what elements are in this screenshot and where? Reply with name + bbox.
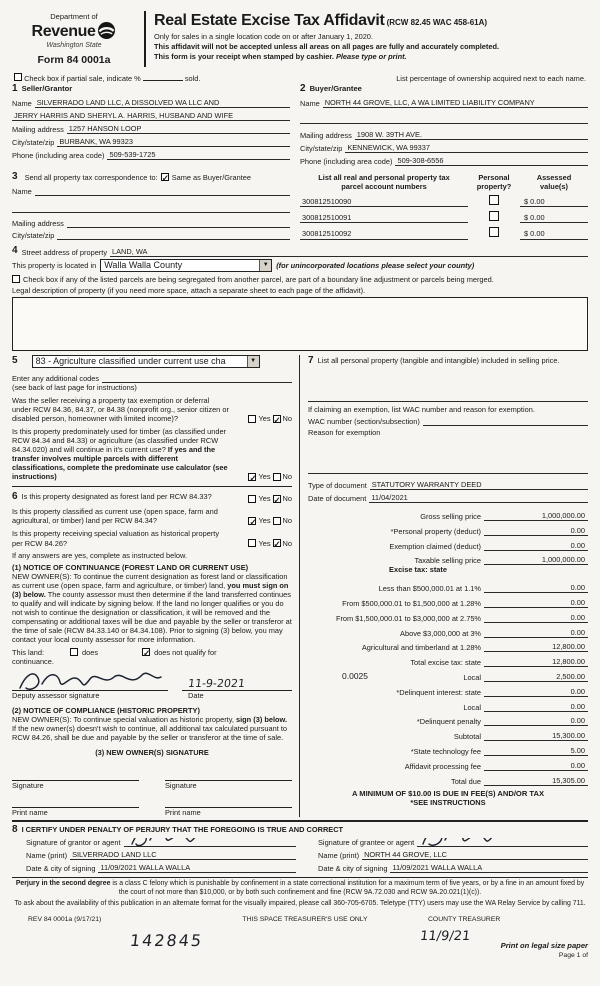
yes-label: Yes (258, 414, 271, 423)
buyer-city-field[interactable]: KENNEWICK, WA 99337 (345, 143, 588, 153)
wac-number-field[interactable] (423, 417, 588, 426)
legal-description-box[interactable] (12, 297, 588, 351)
tax-line-value[interactable]: 15,300.00 (484, 731, 588, 741)
section-6-number: 6 (12, 491, 18, 503)
personal-property-text: List all personal property (tangible and intangible) included in selling price. (317, 355, 560, 365)
grantee-signature (419, 838, 551, 847)
signature-label: Signature (12, 781, 44, 791)
form-title-rcw: (RCW 82.45 WAC 458-61A) (386, 18, 488, 27)
print-name-label: Print name (12, 808, 48, 818)
parcel-personal-checkbox[interactable] (489, 211, 499, 221)
wac-number-label: WAC number (section/subsection) (308, 417, 420, 427)
county-note: (for unincorporated locations please select your county) (276, 260, 475, 270)
buyer-section-label: Buyer/Grantee (309, 84, 362, 94)
forest-land-question: Is this property designated as forest land per RCW 84.33? (21, 492, 212, 502)
current-use-no-checkbox[interactable] (273, 517, 281, 525)
does-not-checkbox[interactable]: ✓ (143, 648, 151, 659)
parcel-assessed-value[interactable]: $ 0.00 (520, 197, 588, 207)
owner-signature-field[interactable] (165, 769, 292, 781)
assessed-value-header: Assessed value(s) (536, 173, 572, 192)
tax-line: *Delinquent penalty 0.00 (308, 712, 588, 727)
owner-printname-field[interactable] (12, 796, 139, 808)
correspondence-mailing-label: Mailing address (12, 218, 64, 228)
parcel-assessed-value[interactable]: $ 0.00 (520, 213, 588, 223)
segregated-checkbox[interactable] (12, 275, 20, 283)
perjury-notice (12, 877, 588, 909)
parcel-personal-checkbox[interactable] (489, 227, 499, 237)
section-5-number: 5 (12, 355, 18, 367)
document-type-label: Type of document (308, 481, 367, 491)
same-as-buyer-checkbox[interactable]: ✓ (161, 173, 169, 184)
located-in-label: This property is located in (12, 260, 97, 270)
ownership-percentage-note: List percentage of ownership acquired next to each name. (396, 74, 586, 83)
same-as-buyer-label: Same as Buyer/Grantee (171, 172, 251, 182)
print-name-label: Print name (165, 808, 201, 818)
tax-line: Taxable selling price 1,000,000.00 (308, 551, 588, 566)
tax-line-value[interactable]: 0.00 (484, 761, 588, 771)
yes-label: Yes (258, 538, 271, 548)
yes-label: Yes (258, 472, 271, 482)
tax-line-value[interactable]: 1,000,000.00 (484, 511, 588, 521)
tax-line-value[interactable]: 0.00 (484, 526, 588, 536)
form-title: Real Estate Excise Tax Affidavit (154, 12, 385, 29)
forest-no-checkbox[interactable]: ✓ (273, 494, 281, 505)
no-label: No (282, 472, 292, 482)
tax-line: Gross selling price 1,000,000.00 (308, 506, 588, 521)
grantee-signature-label: Signature of grantee or agent (318, 838, 415, 848)
reason-exemption-blank[interactable] (308, 437, 588, 473)
document-date-field[interactable]: 11/04/2021 (369, 493, 588, 503)
buyer-city-label: City/state/zip (300, 144, 343, 154)
tax-line-value[interactable]: 2,500.00 (484, 672, 588, 682)
correspondence-blank-field[interactable] (12, 204, 290, 213)
deputy-assessor-sig-row (12, 667, 292, 691)
deputy-date-label: Date (188, 690, 204, 700)
seller-phone-field[interactable]: 509-539-1725 (107, 150, 290, 160)
correspondence-name-field[interactable] (35, 187, 290, 196)
partial-sale-label: Check box if partial sale, indicate % (24, 74, 141, 83)
complete-instruction: If any answers are yes, complete as instructed below. (12, 550, 187, 560)
tax-line: Total excise tax: state 12,800.00 (308, 652, 588, 667)
owner-signature-row (12, 769, 292, 790)
use-code-dropdown-arrow-icon[interactable]: ▼ (247, 356, 259, 367)
no-label: No (282, 494, 292, 504)
partial-sale-checkbox[interactable] (14, 73, 22, 81)
correspondence-label: Send all property tax correspondence to: (24, 172, 158, 182)
tax-line-value[interactable]: 15,305.00 (484, 776, 588, 786)
buyer-phone-label: Phone (including area code) (300, 157, 393, 167)
owner-printname-row (12, 796, 292, 817)
section-8-number: 8 (12, 824, 18, 836)
seller-city-label: City/state/zip (12, 138, 55, 148)
reason-exemption-label: Reason for exemption (308, 428, 381, 438)
tax-line: From $1,500,000.01 to $3,000,000 at 2.75% 0.00 (308, 608, 588, 623)
agency-state-line: Washington State (46, 42, 102, 50)
street-address-label: Street address of property (21, 247, 108, 257)
tax-line-value[interactable]: 12,800.00 (484, 657, 588, 667)
tax-line-value[interactable]: 0.00 (484, 583, 588, 593)
section-4-number: 4 (12, 244, 18, 256)
certification-title: I CERTIFY UNDER PENALTY OF PERJURY THAT THE FOREGOING IS TRUE AND CORRECT (21, 825, 344, 835)
grantee-name-field[interactable]: NORTH 44 GROVE, LLC (362, 850, 588, 860)
deputy-date-field[interactable] (182, 667, 292, 691)
historic-no-checkbox[interactable]: ✓ (273, 539, 281, 550)
land-designation-section (12, 487, 292, 817)
tax-line-value[interactable]: 12,800.00 (484, 642, 588, 652)
certification-section (12, 820, 588, 873)
tax-line: Less than $500,000.01 at 1.1% 0.00 (308, 578, 588, 593)
does-checkbox[interactable] (70, 648, 78, 656)
buyer-name-field[interactable]: NORTH 44 GROVE, LLC, A WA LIMITED LIABILITY COMPANY (323, 98, 588, 108)
county-dropdown-value: Walla Walla County (104, 259, 183, 270)
print-size-note: Print on legal size paper (500, 940, 588, 950)
deputy-assessor-signature (14, 666, 164, 694)
tax-line: *Delinquent interest: state 0.00 (308, 682, 588, 697)
form-footer (12, 916, 588, 924)
no-label: No (282, 538, 292, 548)
grantor-name-label: Name (print) (26, 851, 68, 861)
deputy-date-value: 11-9-2021 (187, 676, 246, 690)
treasurer-stamp-number: 142845 (128, 930, 205, 950)
treasurer-use-label: THIS SPACE TREASURER'S USE ONLY (242, 916, 368, 924)
partial-sale-percent-field[interactable] (143, 73, 183, 81)
document-date-label: Date of document (308, 494, 367, 504)
use-code-dropdown[interactable] (32, 355, 260, 368)
personal-property-section (308, 355, 588, 474)
continuance-label: continuance. (12, 656, 54, 666)
buyer-phone-field[interactable]: 509-308-6556 (395, 156, 588, 166)
grantee-date-field[interactable]: 11/09/2021 WALLA WALLA (390, 863, 588, 873)
exemption-yes-checkbox[interactable] (248, 415, 256, 423)
personal-property-header: Personal property? (476, 173, 512, 192)
parcel-number-field[interactable]: 300812510090 (300, 197, 468, 207)
see-instructions-note: *SEE INSTRUCTIONS (410, 797, 486, 807)
deputy-assessor-signature-field[interactable] (12, 667, 168, 691)
owner-printname-field[interactable] (165, 796, 292, 808)
predominate-no-checkbox[interactable] (273, 473, 281, 481)
grantor-signature-field[interactable] (124, 838, 297, 847)
parcel-numbers-header: List all real and personal property tax parcel account numbers (318, 173, 450, 192)
buyer-name-field-2[interactable] (300, 115, 588, 124)
does-not-label: does not qualify for (154, 647, 217, 657)
tax-line-value[interactable]: 5.00 (484, 746, 588, 756)
seller-mailing-field[interactable]: 1257 HANSON LOOP (67, 124, 290, 134)
does-label: does (82, 647, 99, 657)
seller-name-label: Name (12, 99, 32, 109)
document-type-field[interactable]: STATUTORY WARRANTY DEED (370, 480, 588, 490)
tax-line-value[interactable]: 0.00 (484, 716, 588, 726)
land-qualify-row (12, 648, 292, 657)
predominate-use-question: Is this property predominately used for timber (as classified under RCW 84.34 and 84.33) or agriculture (as classified under RCW 84.34.020) and will continue in it's current use? If yes and the transfer involves multiple parcels with different classifications, complete the predominate use calculator (see instructions) (12, 427, 228, 482)
parcel-row (300, 227, 588, 239)
no-label: No (282, 516, 292, 526)
classification-tax-columns (12, 355, 588, 817)
form-header (12, 9, 588, 69)
accessibility-note: To ask about the availability of this publication in an alternate format for the visually impaired, please call 360-705-6705. Teletype (TTY) users may use the WA Relay Service by calling 711. (14, 900, 586, 908)
tax-line: From $500,000.01 to $1,500,000 at 1.28% 0.00 (308, 593, 588, 608)
seller-section-label: Seller/Grantor (21, 84, 73, 94)
tax-line: Agricultural and timberland at 1.28% 12,800.00 (308, 638, 588, 653)
parcel-row (300, 195, 588, 207)
signature-label: Signature (165, 781, 197, 791)
header-note-2: This affidavit will not be accepted unless all areas on all pages are fully and accurately completed. (154, 41, 500, 51)
exemption-no-checkbox[interactable]: ✓ (273, 414, 281, 425)
treasurer-stamp-area (12, 925, 588, 977)
grantor-signature (128, 838, 258, 847)
parcel-row (300, 211, 588, 223)
notice-compliance-text: NEW OWNER(S): To continue special valuation as historic property, sign (3) below. If the new owner(s) doesn't wish to continue, all additional tax calculated pursuant to RCW 84.26, shall be due and payable by the seller or transferor at the time of sale. (12, 714, 288, 743)
grantee-name-label: Name (print) (318, 851, 360, 861)
parcel-number-field[interactable]: 300812510092 (300, 229, 468, 239)
correspondence-city-field[interactable] (57, 231, 290, 240)
buyer-grantee-section (300, 83, 588, 166)
tax-line-value[interactable]: 0.00 (484, 687, 588, 697)
forest-yes-checkbox[interactable] (248, 495, 256, 503)
form-number: Form 84 0001a (37, 53, 111, 66)
section-7-number: 7 (308, 354, 314, 366)
parcel-number-field[interactable]: 300812510091 (300, 213, 468, 223)
tax-line-value[interactable]: 1,000,000.00 (484, 555, 588, 565)
this-land-label: This land: (12, 647, 45, 657)
street-address-field[interactable]: LAND, WA (110, 247, 588, 257)
new-owners-signature-title: (3) NEW OWNER(S) SIGNATURE (95, 748, 209, 758)
seller-phone-label: Phone (including area code) (12, 151, 105, 161)
county-dropdown-arrow-icon[interactable]: ▼ (259, 260, 271, 271)
rev-number: REV 84 0001a (9/17/21) (28, 916, 102, 924)
seller-city-field[interactable]: BURBANK, WA 99323 (57, 137, 290, 147)
grantee-certification (318, 836, 588, 873)
tax-line: *Personal property (deduct) 0.00 (308, 521, 588, 536)
yes-label: Yes (258, 494, 271, 504)
grantor-date-field[interactable]: 11/09/2021 WALLA WALLA (98, 863, 296, 873)
tax-line-value[interactable]: 0.00 (484, 628, 588, 638)
seller-name-field-2[interactable]: JERRY HARRIS AND SHERYL A. HARRIS, HUSBAND AND WIFE (12, 111, 290, 121)
buyer-mailing-label: Mailing address (300, 131, 352, 141)
treasurer-stamp-date: 11/9/21 (419, 928, 472, 944)
seller-mailing-label: Mailing address (12, 125, 64, 135)
current-use-yes-checkbox[interactable]: ✓ (249, 516, 257, 527)
page-number-note: Page 1 of (558, 951, 588, 959)
agency-name: Revenue (31, 22, 96, 40)
segregated-label: Check box if any of the listed parcels are being segregated from another parcel, are part of a boundary line adjustment or parcels being merged. (23, 274, 494, 284)
parcel-table-header (300, 173, 588, 191)
header-note-1: Only for sales in a single location code on or after January 1, 2020. (154, 31, 373, 41)
header-divider (144, 11, 146, 67)
notice-continuance-title: (1) NOTICE OF CONTINUANCE (FOREST LAND OR CURRENT USE) (12, 562, 249, 572)
notice-continuance-text: NEW OWNER(S): To continue the current designation as forest land or classification as current use (open space, farm and agriculture, or timber) land, you must sign on (3) below. The county assessor must then determine if the land transferred continues to qualify and will indicate by signing below. If the land no longer qualifies or you do not wish to continue the designation or classification, it will be removed and the compensating or additional taxes will be due and payable by the seller or transferor at the time of sale (RCW 84.33.140 or 84.34.108). Prior to signing (3) below, you may contact your local county assessor for more information. (12, 571, 292, 644)
seller-name-field[interactable]: SILVERRADO LAND LLC, A DISSOLVED WA LLC AND (35, 98, 290, 108)
tax-line: *State technology fee 5.00 (308, 741, 588, 756)
grantor-signature-label: Signature of grantor or agent (26, 838, 121, 848)
tax-line-local: 0.0025 Local 2,500.00 (308, 667, 588, 682)
additional-codes-note: (see back of last page for instructions) (12, 382, 137, 392)
buyer-name-label: Name (300, 99, 320, 109)
grantee-date-label: Date & city of signing (318, 864, 388, 874)
correspondence-name-label: Name (12, 186, 32, 196)
section-3-number: 3 (12, 171, 18, 183)
partial-sale-label-post: sold. (184, 74, 201, 83)
grantor-name-field[interactable]: SILVERRADO LAND LLC (70, 850, 296, 860)
perjury-bold-lead: Perjury in the second degree (15, 880, 111, 888)
use-code-section (12, 355, 292, 487)
correspondence-parcels-row (12, 171, 588, 239)
no-label: No (282, 414, 292, 423)
current-use-question: Is this property classified as current use (open space, farm and agricultural, or timber) land per RCW 84.34? (12, 507, 218, 526)
tax-line: Subtotal 15,300.00 (308, 726, 588, 741)
additional-codes-label: Enter any additional codes (12, 373, 100, 383)
agency-dept-line: Department of (50, 12, 98, 21)
partial-sale-row (12, 73, 588, 83)
exemption-deferral-question: Was the seller receiving a property tax exemption or deferral under RCW 84.36, 84.37, or 84.38 (nonprofit org., senior citizen or disabled person, homeowner with limited income)? (12, 395, 229, 423)
excise-tax-state-header: Excise tax: state (389, 565, 447, 575)
property-section (12, 245, 588, 351)
county-treasurer-label: COUNTY TREASURER (428, 916, 501, 924)
tax-line-value[interactable]: 0.00 (484, 541, 588, 551)
section-2-number: 2 (300, 83, 306, 95)
additional-codes-field[interactable] (102, 374, 292, 383)
owner-signature-field[interactable] (12, 769, 139, 781)
minimum-due-note: A MINIMUM OF $10.00 IS DUE IN FEE(S) AND/OR TAX (351, 788, 545, 798)
tax-line: Local 0.00 (308, 697, 588, 712)
grantor-certification (26, 836, 296, 873)
correspondence-mailing-field[interactable] (67, 219, 290, 228)
deputy-signature-label: Deputy assessor signature (12, 690, 100, 700)
notice-compliance-title: (2) NOTICE OF COMPLIANCE (HISTORIC PROPERTY) (12, 705, 200, 715)
perjury-text: is a class C felony which is punishable by confinement in a state correctional institution for a maximum term of five years, or by a fine in an amount fixed by the court of not more than $10,000, or by both such confinement and fine (RCW 9A.72.030 and RCW 9A.20.021(1)(c)). (110, 880, 585, 897)
yes-label: Yes (258, 516, 271, 526)
seller-grantor-section (12, 83, 300, 166)
tax-line: Above $3,000,000 at 3% 0.00 (308, 623, 588, 638)
tax-line-total: Total due 15,305.00 (308, 771, 588, 786)
buyer-mailing-field[interactable]: 1908 W. 39TH AVE. (355, 130, 588, 140)
tax-line-value[interactable]: 0.00 (484, 613, 588, 623)
dor-logo (12, 9, 136, 69)
use-code-dropdown-value: 83 - Agriculture classified under current use cha (35, 355, 226, 366)
grantee-signature-field[interactable] (417, 838, 588, 847)
tax-line-value[interactable]: 0.00 (484, 702, 588, 712)
section-1-number: 1 (12, 83, 18, 95)
tax-line-value[interactable]: 0.00 (484, 598, 588, 608)
legal-description-label: Legal description of property (if you need more space, attach a separate sheet to each page of the affidavit). (12, 285, 366, 295)
county-dropdown[interactable] (100, 259, 272, 272)
parcel-assessed-value[interactable]: $ 0.00 (520, 229, 588, 239)
personal-property-blank[interactable] (308, 367, 588, 401)
dor-swoosh-icon (97, 21, 116, 42)
grantor-date-label: Date & city of signing (26, 864, 96, 874)
parcel-personal-checkbox[interactable] (489, 195, 499, 205)
parcel-list-section (300, 171, 588, 239)
tax-line: Affidavit processing fee 0.00 (308, 756, 588, 771)
tax-line: Exemption claimed (deduct) 0.00 (308, 536, 588, 551)
excise-tax-table (308, 506, 588, 807)
exemption-note: If claiming an exemption, list WAC number and reason for exemption. (308, 405, 535, 415)
header-note-3: This form is your receipt when stamped by cashier. Please type or print. (154, 51, 407, 61)
historic-property-question: Is this property receiving special valuation as historical property per RCW 84.26? (12, 529, 220, 548)
local-rate-value: 0.0025 (342, 670, 368, 681)
predominate-yes-checkbox[interactable]: ✓ (249, 472, 257, 483)
tax-correspondence-section (12, 171, 300, 239)
historic-yes-checkbox[interactable] (248, 539, 256, 547)
parties-section (12, 83, 588, 166)
correspondence-city-label: City/state/zip (12, 230, 55, 240)
